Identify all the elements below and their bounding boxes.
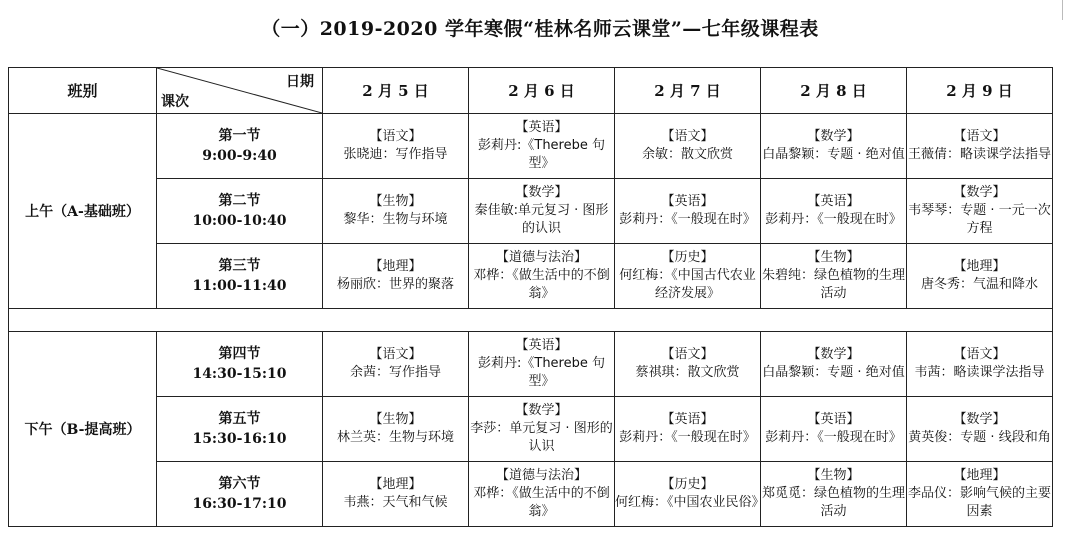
course-cell: 【地理】 韦燕：天气和气候 bbox=[323, 462, 469, 527]
course-cell: 【数学】 白晶黎颖：专题 · 绝对值 bbox=[761, 332, 907, 397]
corner-header bbox=[157, 68, 323, 114]
lesson-row bbox=[9, 332, 1053, 397]
course-cell: 【英语】 彭莉丹:《Therebe 句型》 bbox=[469, 332, 615, 397]
lesson-label: 课次 bbox=[161, 94, 189, 110]
course-cell: 【生物】 朱碧纯：绿色植物的生理活动 bbox=[761, 244, 907, 309]
course-cell: 【生物】 林兰英：生物与环境 bbox=[323, 397, 469, 462]
course-cell: 【数学】 白晶黎颖：专题 · 绝对值 bbox=[761, 114, 907, 179]
lesson-slot: 第五节 15:30-16:10 bbox=[157, 397, 323, 462]
course-cell: 【道德与法治】 邓桦：《做生活中的不倒翁》 bbox=[469, 244, 615, 309]
lesson-slot: 第六节 16:30-17:10 bbox=[157, 462, 323, 527]
course-cell: 【道德与法治】 邓桦：《做生活中的不倒翁》 bbox=[469, 462, 615, 527]
course-cell: 【数学】 秦佳敏:单元复习 · 图形的认识 bbox=[469, 179, 615, 244]
course-cell: 【英语】 彭莉丹：《一般现在时》 bbox=[615, 397, 761, 462]
course-cell: 【地理】 李品仪：影响气候的主要因素 bbox=[907, 462, 1053, 527]
page-title: （一）2019-2020 学年寒假“桂林名师云课堂”—七年级课程表 bbox=[261, 18, 819, 40]
course-cell: 【英语】 彭莉丹：《一般现在时》 bbox=[615, 179, 761, 244]
course-cell: 【地理】 唐冬秀：气温和降水 bbox=[907, 244, 1053, 309]
lesson-slot: 第三节 11:00-11:40 bbox=[157, 244, 323, 309]
course-cell: 【历史】 何红梅：《中国农业民俗》 bbox=[615, 462, 761, 527]
course-cell: 【语文】 韦茜：略读课学法指导 bbox=[907, 332, 1053, 397]
course-cell: 【数学】 黄英俊：专题 · 线段和角 bbox=[907, 397, 1053, 462]
course-cell: 【英语】 彭莉丹：《一般现在时》 bbox=[761, 179, 907, 244]
date-header: 2 月 6 日 bbox=[469, 68, 615, 114]
date-header: 2 月 5 日 bbox=[323, 68, 469, 114]
lesson-row bbox=[9, 462, 1053, 527]
date-header: 2 月 9 日 bbox=[907, 68, 1053, 114]
course-cell: 【英语】 彭莉丹：《一般现在时》 bbox=[761, 397, 907, 462]
course-cell: 【英语】 彭莉丹:《Therebe 句型》 bbox=[469, 114, 615, 179]
date-header: 2 月 7 日 bbox=[615, 68, 761, 114]
lesson-row bbox=[9, 179, 1053, 244]
lesson-row bbox=[9, 114, 1053, 179]
course-cell: 【语文】 余敏：散文欣赏 bbox=[615, 114, 761, 179]
course-cell: 【生物】 黎华：生物与环境 bbox=[323, 179, 469, 244]
schedule-table bbox=[8, 67, 1053, 527]
course-cell: 【历史】 何红梅：《中国古代农业经济发展》 bbox=[615, 244, 761, 309]
spacer-row bbox=[9, 309, 1053, 332]
course-cell: 【生物】 郑觅觅：绿色植物的生理活动 bbox=[761, 462, 907, 527]
class-header: 班别 bbox=[9, 68, 157, 114]
header-row bbox=[9, 68, 1053, 114]
lesson-slot: 第一节 9:00-9:40 bbox=[157, 114, 323, 179]
lesson-slot: 第四节 14:30-15:10 bbox=[157, 332, 323, 397]
session-label-morning: 上午（A-基础班） bbox=[9, 114, 157, 309]
date-header: 2 月 8 日 bbox=[761, 68, 907, 114]
course-cell: 【数学】 韦琴琴：专题 · 一元一次方程 bbox=[907, 179, 1053, 244]
course-cell: 【地理】 杨丽欣：世界的聚落 bbox=[323, 244, 469, 309]
course-cell: 【语文】 张晓迪：写作指导 bbox=[323, 114, 469, 179]
course-cell: 【语文】 蔡祺琪：散文欣赏 bbox=[615, 332, 761, 397]
session-label-afternoon: 下午（B-提高班） bbox=[9, 332, 157, 527]
course-cell: 【语文】 王薇倩：略读课学法指导 bbox=[907, 114, 1053, 179]
lesson-slot: 第二节 10:00-10:40 bbox=[157, 179, 323, 244]
lesson-row bbox=[9, 397, 1053, 462]
date-label: 日期 bbox=[286, 74, 314, 90]
course-cell: 【语文】 余茜：写作指导 bbox=[323, 332, 469, 397]
lesson-row bbox=[9, 244, 1053, 309]
course-cell: 【数学】 李莎：单元复习 · 图形的认识 bbox=[469, 397, 615, 462]
